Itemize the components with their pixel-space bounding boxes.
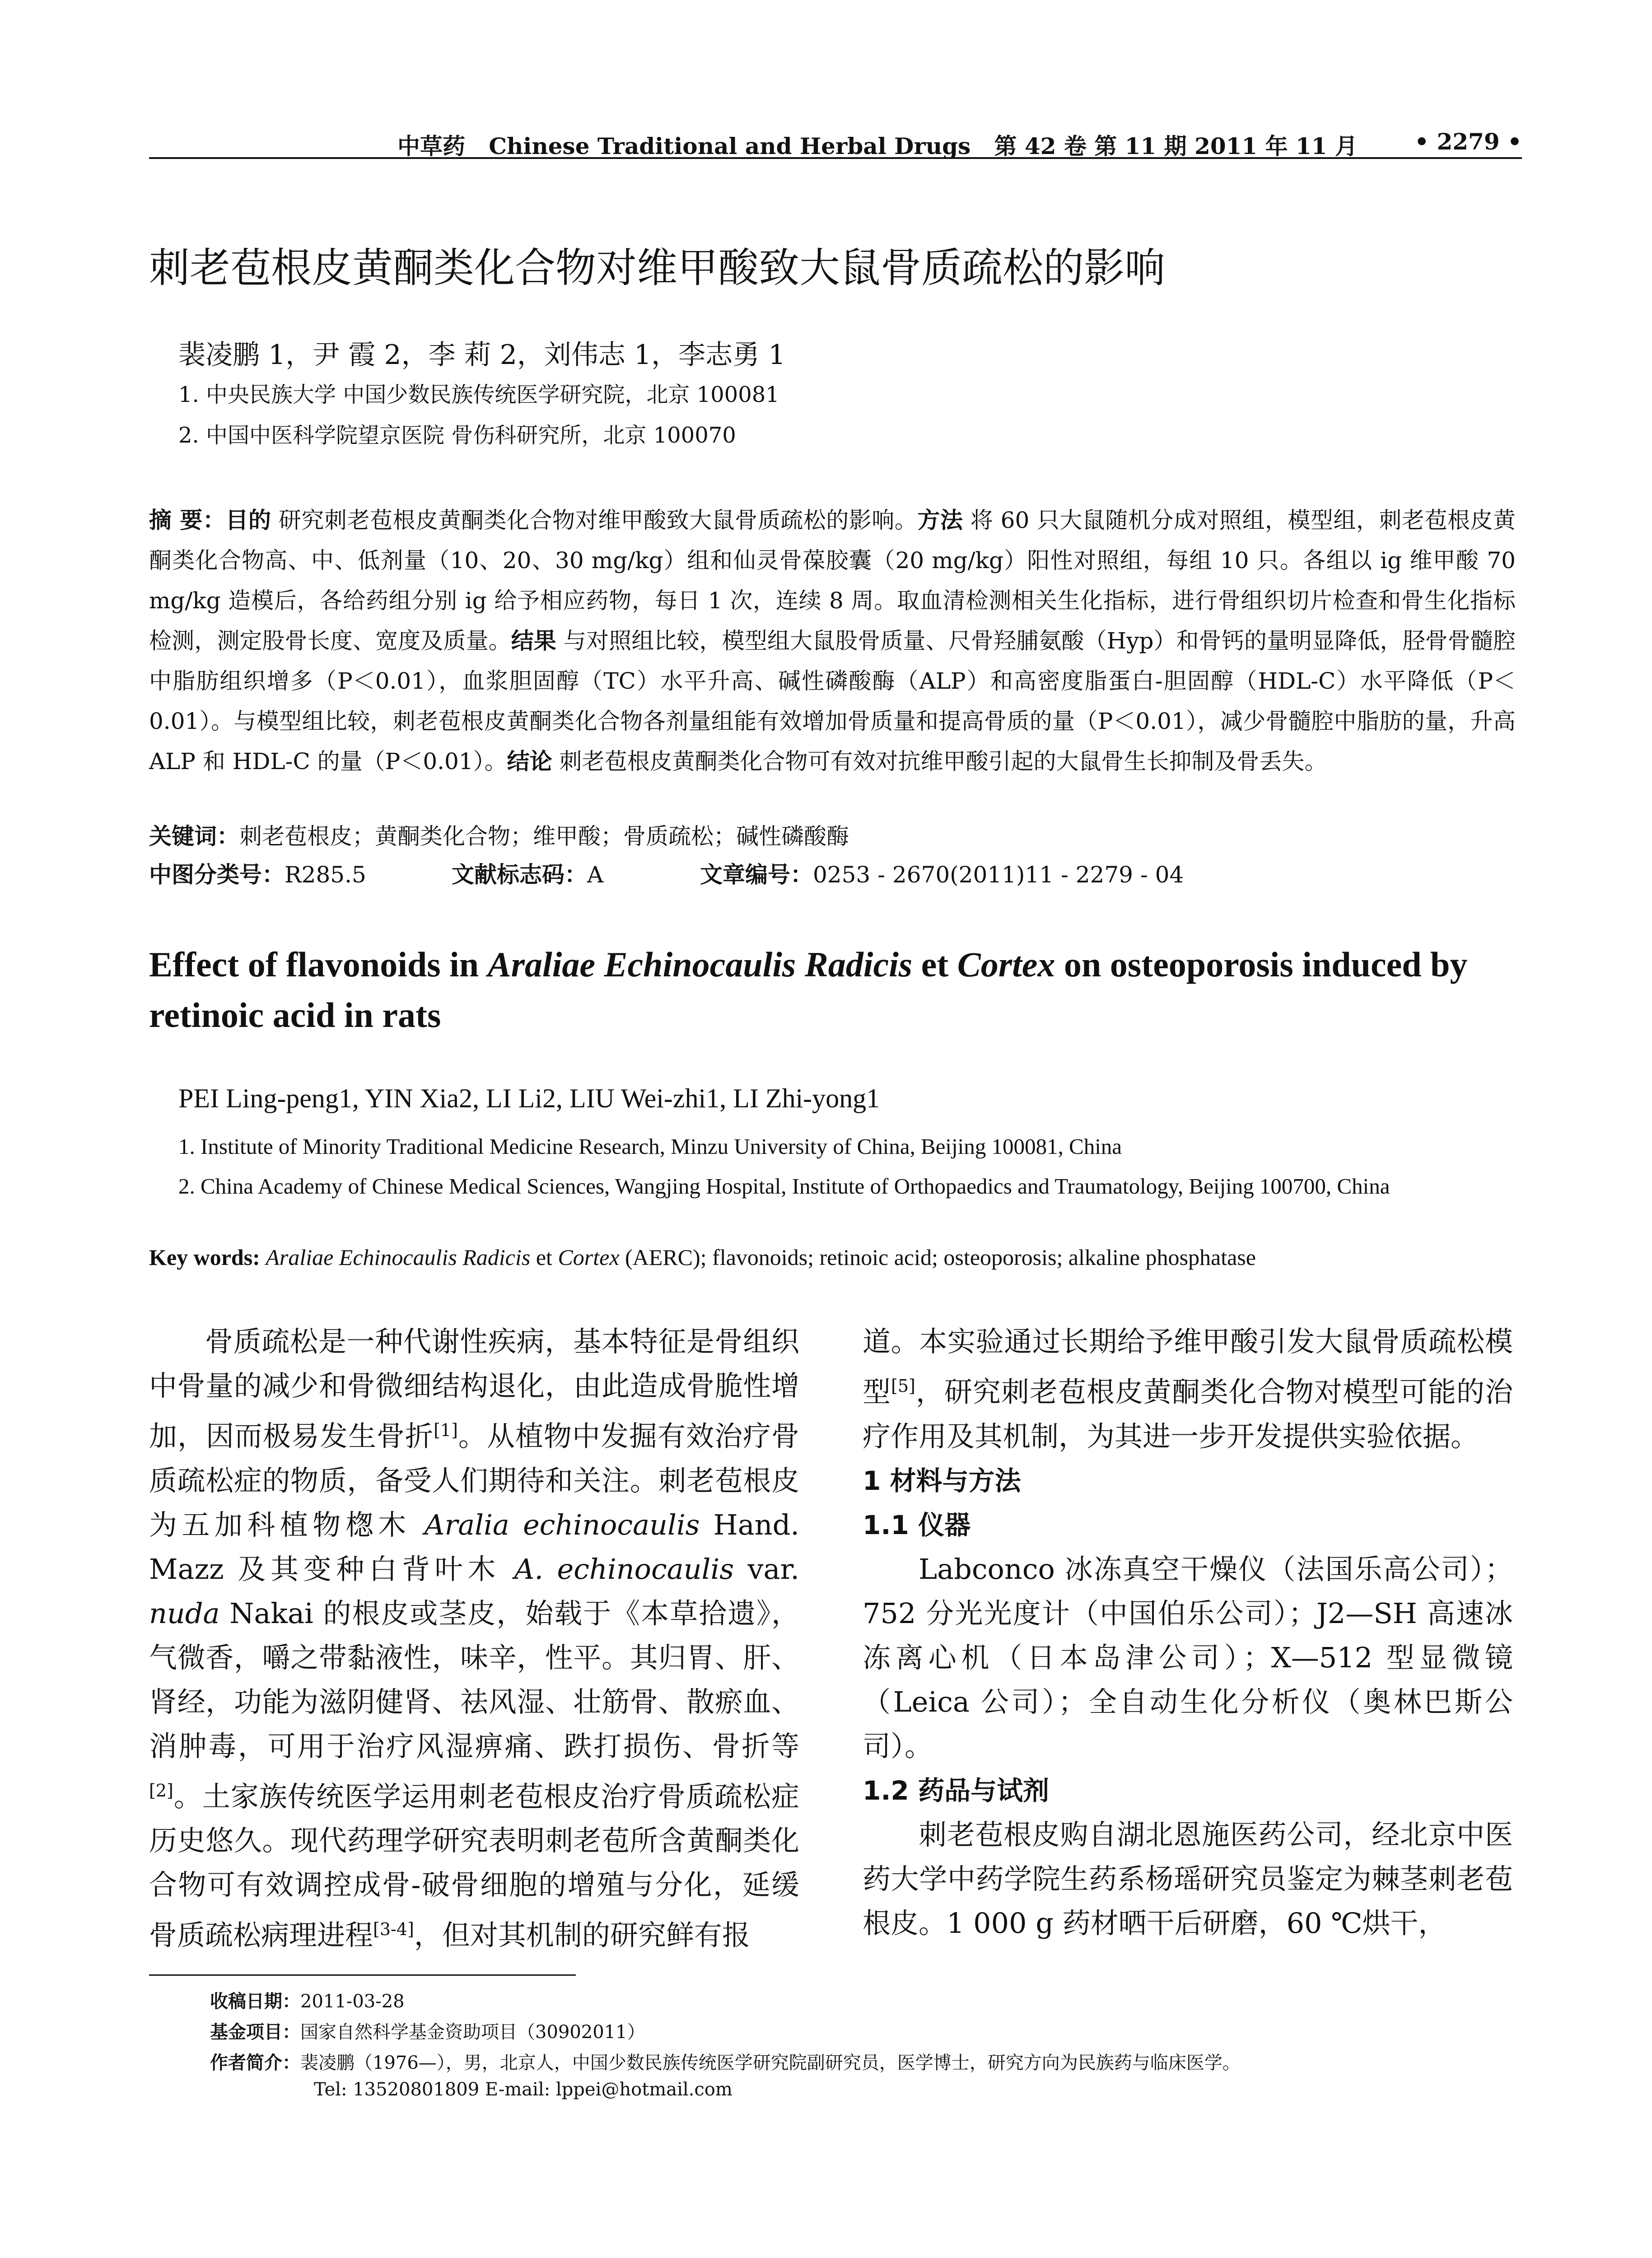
keywords-en: [149, 1244, 1256, 1270]
affiliation-cn-2: 2. 中国中医科学院望京医院 骨伤科研究所，北京 100070: [178, 423, 736, 448]
keywords-cn-label: 关键词：: [149, 823, 239, 849]
art-value: 0253 - 2670(2011)11 - 2279 - 04: [813, 862, 1184, 888]
abstract-aim: 研究刺老苞根皮黄酮类化合物对维甲酸致大鼠骨质疏松的影响。: [271, 507, 918, 533]
text-run: ，但对其机制的研究鲜有报: [414, 1918, 750, 1952]
title-en-part: Effect of flavonoids in: [149, 945, 488, 984]
species-name: A. echinocaulis: [514, 1552, 734, 1586]
clc-label: 中图分类号：: [149, 862, 285, 888]
footnote-rule: [149, 1974, 576, 1976]
materials-paragraph: 刺老苞根皮购自湖北恩施医药公司，经北京中医药大学中药学院生药系杨瑶研究员鉴定为棘茎刺老苞根皮。1 000 g 药材晒干后研磨，60 ℃烘干，: [863, 1818, 1513, 1940]
abstract-result: 与对照组比较，模型组大鼠股骨质量、尺骨羟脯氨酸（Hyp）和骨钙的量明显降低，胫骨骨髓腔中脂肪组织增多（P＜0.01），血浆胆固醇（TC）水平升高、碱性磷酸酶（ALP）和高密度脂蛋白-胆固醇（HDL-C）水平降低（P＜0.01）。与模型组比较，刺老苞根皮黄酮类化合物各剂量组能有效增加骨质量和提高骨质的量（P＜0.01），减少骨髓腔中脂肪的量，升高 ALP 和 HDL-C 的量（P＜0.01）。: [149, 628, 1516, 774]
keywords-en-label: Key words:: [149, 1245, 260, 1270]
citation-ref[interactable]: [2]: [149, 1780, 173, 1801]
text-run: ，研究刺老苞根皮黄酮类化合物对模型可能的治疗作用及其机制，为其进一步开发提供实验依据。: [863, 1375, 1513, 1453]
footnote-value: 裴凌鹏（1976—），男，北京人，中国少数民族传统医学研究院副研究员，医学博士，研究方向为民族药与临床医学。: [300, 2053, 1241, 2073]
section-heading-1-2: 1.2 药品与试剂: [863, 1775, 1049, 1806]
footnote-label: 基金项目：: [210, 2022, 300, 2043]
document-code: [452, 857, 603, 889]
clc-number: [149, 857, 366, 889]
header-left: [397, 128, 1358, 161]
text-run: 。从植物中发掘有效治疗骨质疏松症的物质，备受人们期待和关注。刺老苞根皮为五加科植物楤木: [149, 1419, 799, 1541]
citation-ref[interactable]: [3-4]: [373, 1919, 414, 1940]
footnote-author: [210, 2048, 1241, 2074]
title-en-part: on osteoporosis induced by retinoic acid in rats: [149, 945, 1468, 1035]
section-heading-1: 1 材料与方法: [863, 1465, 1021, 1496]
abstract-result-label: 结果: [511, 628, 556, 654]
authors-cn: 裴凌鹏 1，尹 霞 2，李 莉 2，刘伟志 1，李志勇 1: [178, 339, 786, 371]
section-heading-1-1: 1.1 仪器: [863, 1509, 971, 1540]
issue-info: 第 42 卷 第 11 期 2011 年 11 月: [994, 133, 1358, 159]
abstract-method: 将 60 只大鼠随机分成对照组，模型组，刺老苞根皮黄酮类化合物高、中、低剂量（10、20、30 mg/kg）组和仙灵骨葆胶囊（20 mg/kg）阳性对照组，每组 10 只。各组以 ig 维甲酸 70 mg/kg 造模后，各给药组分别 ig 给予相应药物，每日 1 次，连续 8 周。取血清检测相关生化指标，进行骨组织切片检查和骨生化指标检测，测定股骨长度、宽度及质量。: [149, 507, 1516, 654]
footnote-received: [210, 1987, 405, 2013]
body-column-right: [863, 1320, 1513, 1945]
text-run: Nakai 的根皮或茎皮，始载于《本草拾遗》，气微香，嚼之带黏液性，味辛，性平。其归胃、肝、肾经，功能为滋阴健肾、祛风湿、壮筋骨、散瘀血、消肿毒，可用于治疗风湿痹痛、跌打损伤、骨折等: [149, 1596, 799, 1763]
species-name: Aralia echinocaulis: [424, 1508, 700, 1541]
title-en-cortex: Cortex: [957, 945, 1055, 984]
instruments-paragraph: Labconco 冰冻真空干燥仪（法国乐高公司）；752 分光光度计（中国伯乐公司）；J2—SH 高速冰冻离心机（日本岛津公司）；X—512 型显微镜（Leica 公司）；全自动生化分析仪（奥林巴斯公司）。: [863, 1552, 1513, 1763]
abstract-conclusion: 刺老苞根皮黄酮类化合物可有效对抗维甲酸引起的大鼠骨生长抑制及骨丢失。: [552, 748, 1327, 774]
keywords-cn: [149, 818, 849, 851]
clc-value: R285.5: [285, 862, 366, 888]
authors-en: PEI Ling-peng1, YIN Xia2, LI Li2, LIU Wei-zhi1, LI Zhi-yong1: [178, 1083, 880, 1113]
title-en: [149, 939, 1522, 1040]
abstract-label: 摘 要：: [149, 507, 226, 533]
intro-continuation: [863, 1320, 1513, 1459]
intro-paragraph: [149, 1320, 799, 1958]
body-column-left: [149, 1320, 799, 1958]
footnote-contact: Tel: 13520801809 E-mail: lppei@hotmail.com: [314, 2079, 733, 2100]
citation-ref[interactable]: [5]: [891, 1376, 915, 1396]
journal-name-en: Chinese Traditional and Herbal Drugs: [489, 133, 971, 159]
doc-value: A: [587, 862, 604, 888]
journal-name-cn: 中草药: [397, 133, 465, 159]
keywords-en-species: Araliae Echinocaulis Radicis: [266, 1245, 531, 1270]
affiliation-cn-1: 1. 中央民族大学 中国少数民族传统医学研究院，北京 100081: [178, 382, 779, 407]
art-label: 文章编号：: [700, 862, 813, 888]
footnote-fund: [210, 2018, 645, 2043]
species-name: nuda: [149, 1596, 220, 1630]
text-run: Hand. Mazz 及其变种白背叶木: [149, 1508, 799, 1586]
affiliation-en-2: 2. China Academy of Chinese Medical Sciences, Wangjing Hospital, Institute of Orthopaedics and Traumatology, Beijing 100700, China: [178, 1174, 1390, 1199]
affiliation-en-1: 1. Institute of Minority Traditional Medicine Research, Minzu University of China, Beijing 100081, China: [178, 1134, 1122, 1159]
keywords-en-part: et: [530, 1245, 558, 1270]
keywords-en-part: (AERC); flavonoids; retinoic acid; osteoporosis; alkaline phosphatase: [619, 1245, 1256, 1270]
footnote-value: 2011-03-28: [300, 1991, 405, 2012]
article-number: [700, 857, 1184, 889]
abstract-cn: [149, 500, 1516, 782]
doc-label: 文献标志码：: [452, 862, 587, 888]
abstract-conclusion-label: 结论: [507, 748, 552, 774]
text-run: var.: [734, 1552, 800, 1586]
title-en-species: Araliae Echinocaulis Radicis: [487, 945, 913, 984]
abstract-aim-label: 目的: [225, 507, 271, 533]
keywords-cn-text: 刺老苞根皮；黄酮类化合物；维甲酸；骨质疏松；碱性磷酸酶: [239, 823, 849, 849]
citation-ref[interactable]: [1]: [434, 1420, 458, 1440]
text-run: 道。本实验通过长期给予维甲酸引发大鼠骨质疏松模型: [863, 1325, 1513, 1409]
title-en-part: et: [912, 945, 957, 984]
text-run: 。土家族传统医学运用刺老苞根皮治疗骨质疏松症历史悠久。现代药理学研究表明刺老苞所含黄酮类化合物可有效调控成骨-破骨细胞的增殖与分化，延缓骨质疏松病理进程: [149, 1780, 799, 1952]
keywords-en-cortex: Cortex: [558, 1245, 620, 1270]
abstract-method-label: 方法: [917, 507, 963, 533]
footnote-label: 作者简介：: [210, 2053, 300, 2073]
text-run: 骨质疏松是一种代谢性疾病，基本特征是骨组织中骨量的减少和骨微细结构退化，由此造成骨脆性增加，因而极易发生骨折: [149, 1325, 799, 1453]
running-header: [149, 126, 1522, 159]
title-cn: 刺老苞根皮黄酮类化合物对维甲酸致大鼠骨质疏松的影响: [149, 244, 1165, 292]
footnote-value: 国家自然科学基金资助项目（30902011）: [300, 2022, 645, 2043]
page-number: • 2279 •: [1414, 128, 1522, 155]
footnote-label: 收稿日期：: [210, 1991, 300, 2012]
